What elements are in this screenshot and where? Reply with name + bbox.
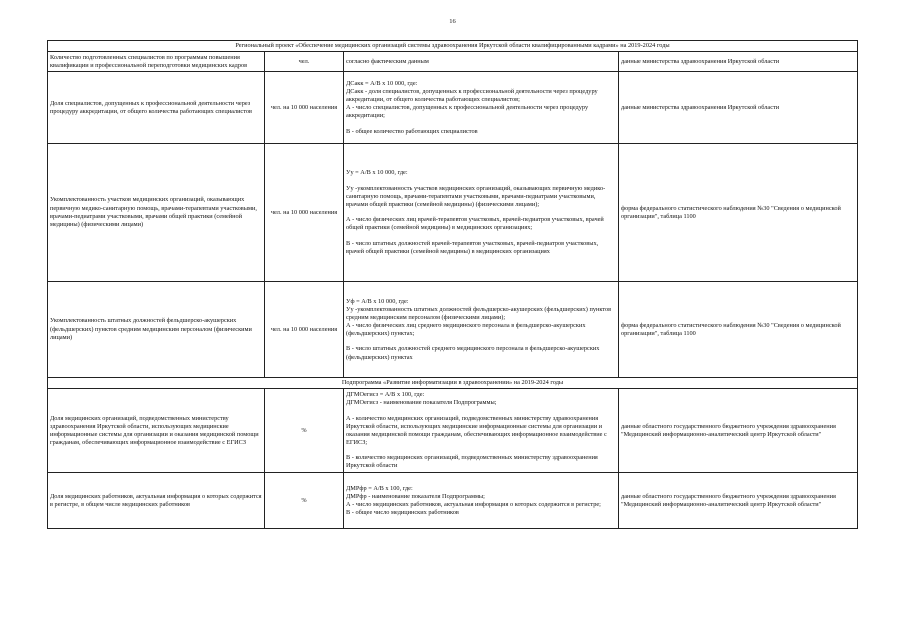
method-line: В - общее число медицинских работников — [346, 509, 459, 517]
method-line: согласно фактическим данным — [346, 57, 429, 65]
method-line: А - число физических лиц среднего медицинского персонала в фельдшерско-акушерских (фельдшерских) пунктах; — [346, 322, 586, 338]
indicator-cell: Укомплектованность участков медицинских организаций, оказывающих первичную медико-санитарную помощь, врачами-терапевтами участковыми, врачами-педиатрами участковыми, врачами общей практики (семейной медицины) (физическими лицами) — [48, 144, 265, 282]
source-cell: данные министерства здравоохранения Иркутской области — [619, 72, 858, 144]
method-line: ДГМОегисз - наименование показателя Подпрограммы; — [346, 399, 497, 407]
table-row — [48, 52, 858, 72]
method-line: Уу -укомплектованность штатных должностей фельдшерско-акушерских (фельдшерских) пунктов средним медицинским персоналом (физическими лицами); — [346, 305, 612, 321]
method-line: В - число штатных должностей врачей-терапевтов участковых, врачей-педиатров участковых, врачей общей практики (семейной медицины) в медицинских организациях — [346, 239, 599, 255]
method-line: Уу = А/В x 10 000, где: — [346, 169, 408, 177]
indicator-cell: Количество подготовленных специалистов по программам повышения квалификации и профессиональной переподготовки медицинских кадров — [48, 52, 265, 72]
unit-cell: чел. на 10 000 населения — [265, 144, 344, 282]
method-line: ДМРфр = А/В x 100, где: — [346, 484, 413, 492]
indicators-table — [47, 40, 858, 529]
source-cell: данные областного государственного бюджетного учреждения здравоохранения "Медицинский информационно-аналитический центр Иркутской области" — [619, 389, 858, 473]
method-line: ДГМОегисз = А/В x 100, где: — [346, 391, 425, 399]
method-line: ДСакк = А/В x 10 000, где: — [346, 79, 418, 87]
method-line: В - число штатных должностей среднего медицинского персонала в фельдшерско-акушерских (фельдшерских) пунктах — [346, 345, 600, 361]
indicator-cell: Доля медицинских работников, актуальная информация о которых содержится в регистре, в общем числе медицинских работников — [48, 473, 265, 529]
unit-cell: чел. — [265, 52, 344, 72]
unit-cell: чел. на 10 000 населения — [265, 72, 344, 144]
source-cell: данные министерства здравоохранения Иркутской области — [619, 52, 858, 72]
method-line: А - количество медицинских организаций, подведомственных министерству здравоохранения Иркутской области, использующих медицинские информационные системы для организации и оказания медицинской помощи гражданам, обеспечивающих информационное взаимодействие с ЕГИСЗ; — [346, 414, 607, 447]
indicator-cell: Укомплектованность штатных должностей фельдшерско-акушерских (фельдшерских) пунктов средним медицинским персоналом (физическими лицами) — [48, 282, 265, 378]
unit-cell: % — [265, 389, 344, 473]
source-cell: форма федерального статистического наблюдения №30 "Сведения о медицинской организации", таблица 1100 — [619, 144, 858, 282]
unit-cell: чел. на 10 000 населения — [265, 282, 344, 378]
method-line: Уф = А/В x 10 000, где: — [346, 297, 409, 305]
indicator-cell: Доля медицинских организаций, подведомственных министерству здравоохранения Иркутской области, использующих медицинские информационные системы для организации и оказания медицинской помощи гражданам, обеспечивающих информационное взаимодействие с ЕГИСЗ — [48, 389, 265, 473]
method-line: ДМРфр - наименование показателя Подпрограммы; — [346, 492, 485, 500]
section-title: Региональный проект «Обеспечение медицинских организаций системы здравоохранения Иркутской области квалифицированными кадрами» на 2019-2024 годы — [48, 41, 858, 52]
source-cell: данные областного государственного бюджетного учреждения здравоохранения "Медицинский информационно-аналитический центр Иркутской области" — [619, 473, 858, 529]
method-cell — [344, 144, 619, 282]
method-cell — [344, 52, 619, 72]
method-line: А - число специалистов, допущенных к профессиональной деятельности через процедуру аккредитации; — [346, 104, 589, 120]
table-row — [48, 389, 858, 473]
method-line: А - число физических лиц врачей-терапевтов участковых, врачей-педиатров участковых, врачей общей практики (семейной медицины) в медицинских организациях; — [346, 216, 604, 232]
table-row — [48, 282, 858, 378]
method-line: В - количество медицинских организаций, подведомственных министерству здравоохранения Иркутской области — [346, 454, 598, 470]
method-cell — [344, 72, 619, 144]
section-title: Подпрограмма «Развитие информатизации в здравоохранении» на 2019-2024 годы — [48, 378, 858, 389]
source-cell: форма федерального статистического наблюдения №30 "Сведения о медицинской организации", таблица 1100 — [619, 282, 858, 378]
unit-cell: % — [265, 473, 344, 529]
section-header-row — [48, 378, 858, 389]
section-header-row — [48, 41, 858, 52]
method-line: А - число медицинских работников, актуальная информация о которых содержится в регистре; — [346, 500, 601, 508]
indicator-cell: Доля специалистов, допущенных к профессиональной деятельности через процедуру аккредитации, от общего количества работающих специалистов — [48, 72, 265, 144]
method-line: В - общее количество работающих специалистов — [346, 127, 478, 135]
table-row — [48, 144, 858, 282]
method-cell — [344, 473, 619, 529]
table-row — [48, 72, 858, 144]
method-line: Уу -укомплектованность участков медицинских организаций, оказывающих первичную медико-санитарную помощь, врачами-терапевтами участковыми, врачами-педиатрами участковыми, врачами общей практики (семейной медицины) (физическими лицами); — [346, 184, 606, 208]
table-row — [48, 473, 858, 529]
method-cell — [344, 389, 619, 473]
method-line: ДСакк - доля специалистов, допущенных к профессиональной деятельности через процедуру аккредитации, от общего количества работающих специалистов; — [346, 87, 598, 103]
method-cell — [344, 282, 619, 378]
page-number: 16 — [449, 18, 456, 25]
